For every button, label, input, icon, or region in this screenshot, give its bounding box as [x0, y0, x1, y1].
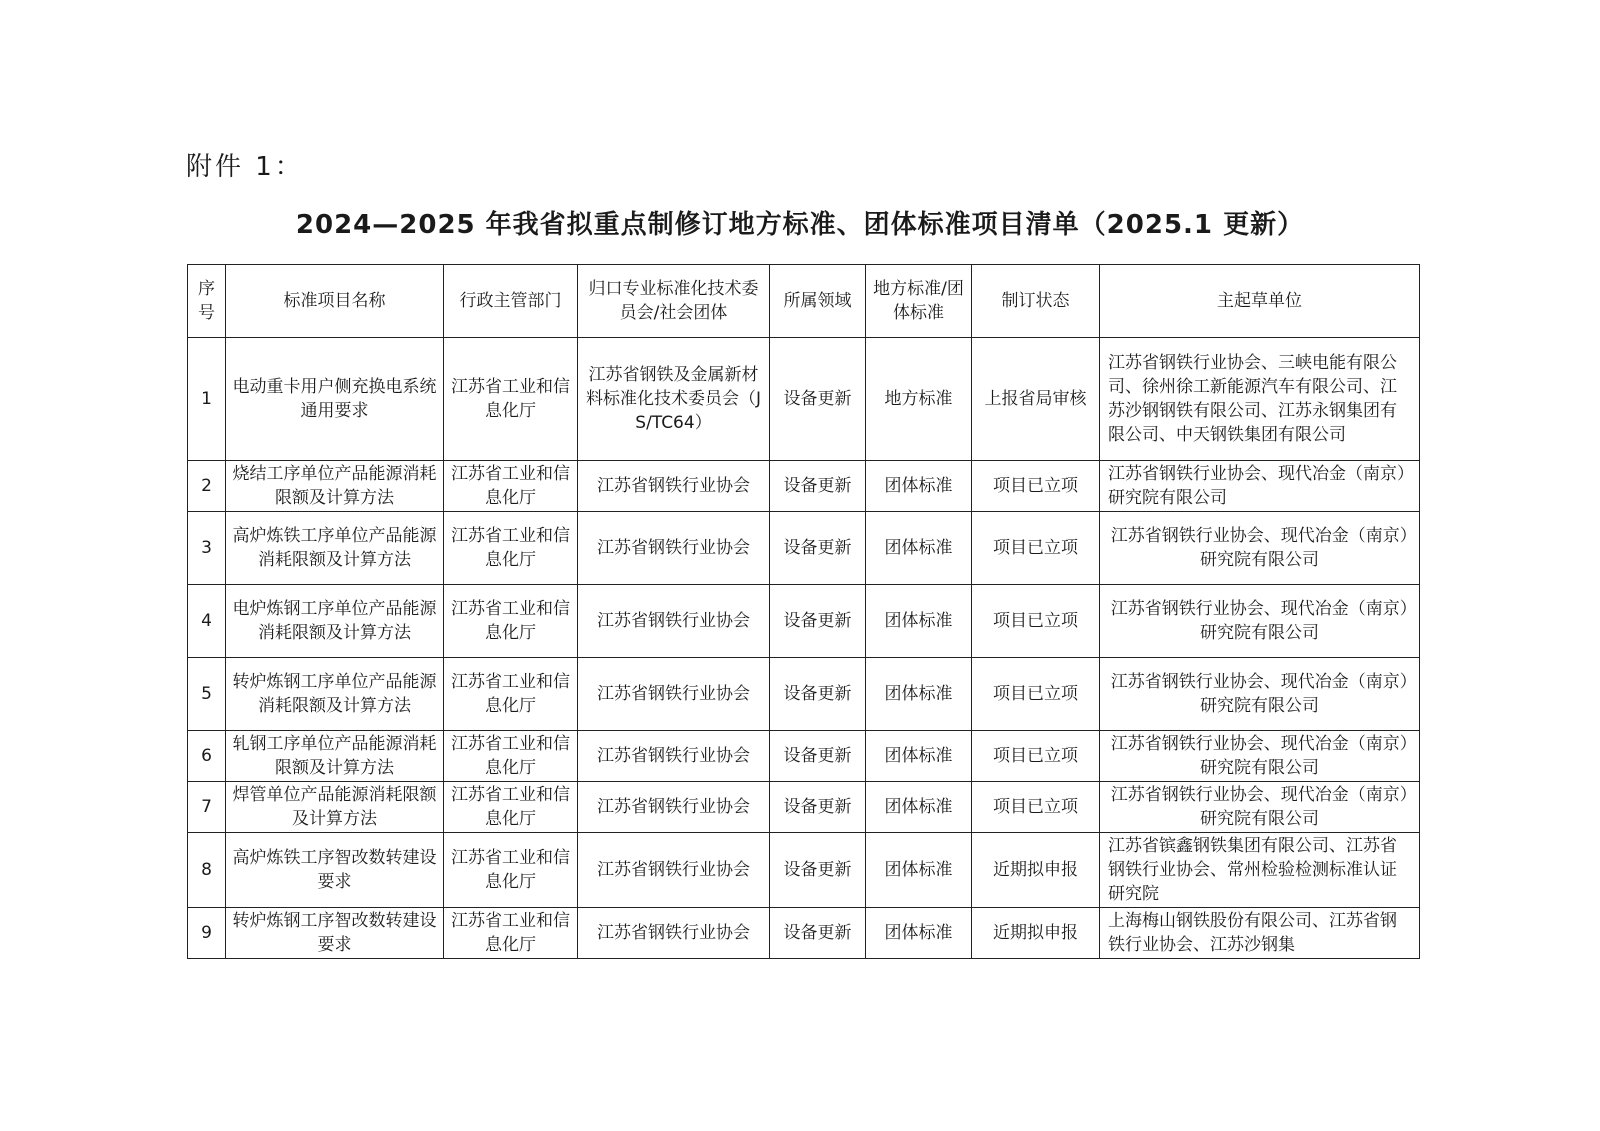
standards-table-container: [187, 264, 1419, 959]
cell-type: 团体标准: [866, 731, 972, 782]
cell-type: 团体标准: [866, 782, 972, 833]
cell-name: 高炉炼铁工序单位产品能源消耗限额及计算方法: [226, 512, 444, 585]
cell-drafter: 江苏省钢铁行业协会、现代冶金（南京）研究院有限公司: [1100, 461, 1420, 512]
cell-field: 设备更新: [770, 512, 866, 585]
cell-field: 设备更新: [770, 461, 866, 512]
cell-no: 6: [188, 731, 226, 782]
cell-committee: 江苏省钢铁行业协会: [578, 782, 770, 833]
cell-drafter: 江苏省钢铁行业协会、现代冶金（南京）研究院有限公司: [1100, 782, 1420, 833]
cell-no: 8: [188, 833, 226, 908]
cell-type: 团体标准: [866, 908, 972, 959]
cell-dept: 江苏省工业和信息化厅: [444, 731, 578, 782]
cell-status: 项目已立项: [972, 782, 1100, 833]
cell-no: 5: [188, 658, 226, 731]
cell-drafter: 江苏省钢铁行业协会、现代冶金（南京）研究院有限公司: [1100, 585, 1420, 658]
cell-dept: 江苏省工业和信息化厅: [444, 782, 578, 833]
header-committee: 归口专业标准化技术委员会/社会团体: [578, 265, 770, 338]
cell-committee: 江苏省钢铁行业协会: [578, 833, 770, 908]
cell-name: 轧钢工序单位产品能源消耗限额及计算方法: [226, 731, 444, 782]
cell-no: 9: [188, 908, 226, 959]
cell-no: 1: [188, 338, 226, 461]
header-no: 序号: [188, 265, 226, 338]
cell-status: 项目已立项: [972, 512, 1100, 585]
cell-field: 设备更新: [770, 833, 866, 908]
cell-type: 团体标准: [866, 833, 972, 908]
table-row: [188, 512, 1420, 585]
cell-name: 转炉炼钢工序智改数转建设要求: [226, 908, 444, 959]
cell-no: 3: [188, 512, 226, 585]
cell-name: 烧结工序单位产品能源消耗限额及计算方法: [226, 461, 444, 512]
header-name: 标准项目名称: [226, 265, 444, 338]
cell-type: 团体标准: [866, 461, 972, 512]
cell-committee: 江苏省钢铁行业协会: [578, 585, 770, 658]
cell-name: 电动重卡用户侧充换电系统通用要求: [226, 338, 444, 461]
cell-committee: 江苏省钢铁行业协会: [578, 908, 770, 959]
cell-type: 团体标准: [866, 512, 972, 585]
cell-field: 设备更新: [770, 585, 866, 658]
cell-dept: 江苏省工业和信息化厅: [444, 908, 578, 959]
cell-dept: 江苏省工业和信息化厅: [444, 658, 578, 731]
cell-committee: 江苏省钢铁行业协会: [578, 512, 770, 585]
cell-drafter: 江苏省钢铁行业协会、现代冶金（南京）研究院有限公司: [1100, 512, 1420, 585]
cell-name: 电炉炼钢工序单位产品能源消耗限额及计算方法: [226, 585, 444, 658]
cell-dept: 江苏省工业和信息化厅: [444, 833, 578, 908]
document-title: 2024—2025 年我省拟重点制修订地方标准、团体标准项目清单（2025.1 更新）: [295, 210, 1305, 240]
cell-status: 项目已立项: [972, 658, 1100, 731]
cell-committee: 江苏省钢铁行业协会: [578, 731, 770, 782]
table-row: [188, 731, 1420, 782]
cell-dept: 江苏省工业和信息化厅: [444, 461, 578, 512]
header-field: 所属领域: [770, 265, 866, 338]
cell-field: 设备更新: [770, 782, 866, 833]
cell-committee: 江苏省钢铁行业协会: [578, 461, 770, 512]
cell-status: 项目已立项: [972, 731, 1100, 782]
table-row: [188, 658, 1420, 731]
cell-type: 团体标准: [866, 658, 972, 731]
cell-field: 设备更新: [770, 731, 866, 782]
cell-status: 近期拟申报: [972, 908, 1100, 959]
cell-status: 项目已立项: [972, 585, 1100, 658]
table-row: [188, 908, 1420, 959]
table-row: [188, 833, 1420, 908]
header-drafter: 主起草单位: [1100, 265, 1420, 338]
header-dept: 行政主管部门: [444, 265, 578, 338]
table-row: [188, 782, 1420, 833]
cell-name: 焊管单位产品能源消耗限额及计算方法: [226, 782, 444, 833]
cell-committee: 江苏省钢铁及金属新材料标准化技术委员会（JS/TC64）: [578, 338, 770, 461]
cell-drafter: 江苏省钢铁行业协会、现代冶金（南京）研究院有限公司: [1100, 658, 1420, 731]
cell-status: 上报省局审核: [972, 338, 1100, 461]
cell-dept: 江苏省工业和信息化厅: [444, 512, 578, 585]
cell-dept: 江苏省工业和信息化厅: [444, 585, 578, 658]
table-row: [188, 461, 1420, 512]
cell-status: 近期拟申报: [972, 833, 1100, 908]
standards-table: [187, 264, 1420, 959]
table-row: [188, 338, 1420, 461]
cell-drafter: 江苏省钢铁行业协会、现代冶金（南京）研究院有限公司: [1100, 731, 1420, 782]
cell-no: 4: [188, 585, 226, 658]
cell-no: 2: [188, 461, 226, 512]
cell-committee: 江苏省钢铁行业协会: [578, 658, 770, 731]
cell-field: 设备更新: [770, 908, 866, 959]
cell-drafter: 江苏省镔鑫钢铁集团有限公司、江苏省钢铁行业协会、常州检验检测标准认证研究院: [1100, 833, 1420, 908]
cell-no: 7: [188, 782, 226, 833]
attachment-label: 附件 1：: [186, 152, 304, 182]
cell-dept: 江苏省工业和信息化厅: [444, 338, 578, 461]
table-header-row: [188, 265, 1420, 338]
header-type: 地方标准/团体标准: [866, 265, 972, 338]
cell-drafter: 上海梅山钢铁股份有限公司、江苏省钢铁行业协会、江苏沙钢集: [1100, 908, 1420, 959]
cell-field: 设备更新: [770, 658, 866, 731]
header-status: 制订状态: [972, 265, 1100, 338]
cell-name: 高炉炼铁工序智改数转建设要求: [226, 833, 444, 908]
cell-type: 团体标准: [866, 585, 972, 658]
cell-drafter: 江苏省钢铁行业协会、三峡电能有限公司、徐州徐工新能源汽车有限公司、江苏沙钢钢铁有限公司、江苏永钢集团有限公司、中天钢铁集团有限公司: [1100, 338, 1420, 461]
cell-status: 项目已立项: [972, 461, 1100, 512]
cell-type: 地方标准: [866, 338, 972, 461]
cell-field: 设备更新: [770, 338, 866, 461]
cell-name: 转炉炼钢工序单位产品能源消耗限额及计算方法: [226, 658, 444, 731]
table-row: [188, 585, 1420, 658]
